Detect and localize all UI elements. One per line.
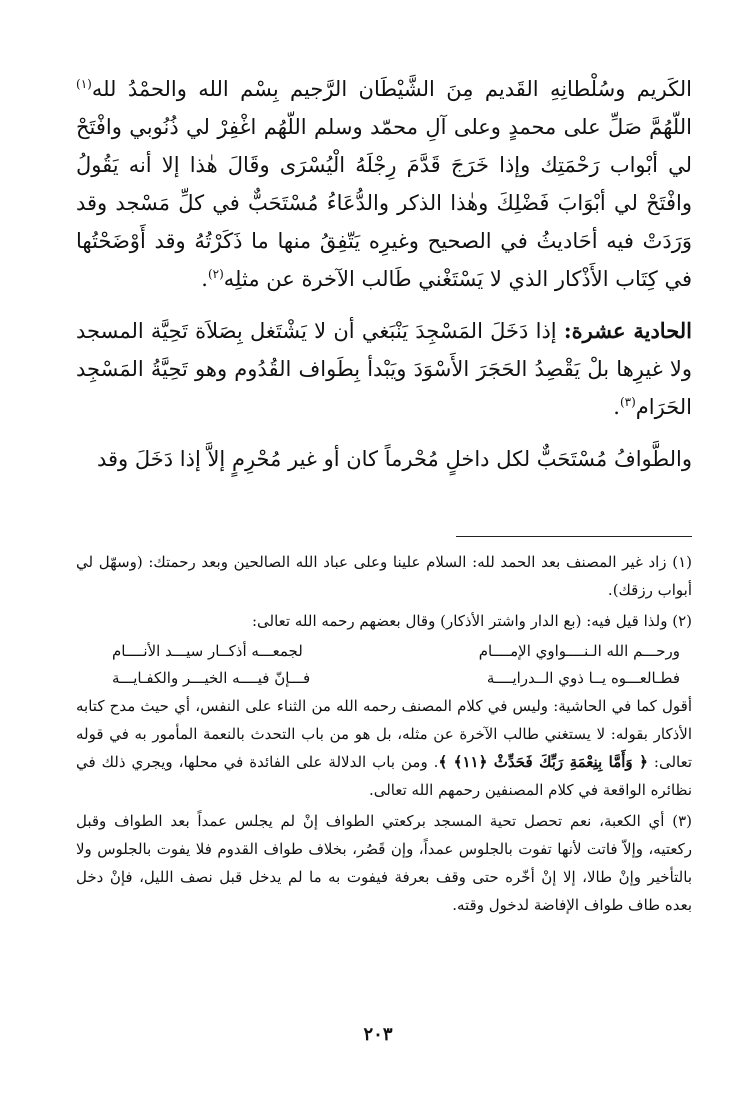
footnote-3: (٣) أي الكعبة، نعم تحصل تحية المسجد بركعتي الطواف إنْ لم يجلس عمداً بعد الطواف وقبل ركعتيه، وإلاّ فاتت لأنها تفوت بالجلوس عمداً، وإن قَصُر، بخلاف طواف القدوم فلا يفوت بالجلوس ولا بالتأخير وإنْ طالا، إلا إنْ أخّره حتى وقف بعرفة فيفوت به ما لم يدخل قبل نصف الليل، فإنْ دخل بعده طاف طواف الإفاضة لدخول وقته. xyxy=(76,812,692,914)
paragraph-3 xyxy=(76,440,692,478)
main-text xyxy=(76,70,692,488)
paragraph-1-cont: اللّهُمَّ صَلِّ على محمدٍ وعلى آلِ محمّد وسلم اللّهُم اغْفِرْ لي ذُنُوبي وافْتَحْ لي أبْواب رَحْمَتِك وإذا خَرَجَ قَدَّمَ رِجْلَهُ الْيُسْرَى وقَالَ هٰذا إلا أنه يَقُولُ وافْتَحْ لي أبْوَابَ فَضْلِكَ وهٰذا الذكر والدُّعَاءُ مُسْتَحَبٌّ في كلِّ مَسْجد وقد وَرَدَتْ فيه أحَاديثُ في الصحيح وغيرِه يَتّفِقُ منها ما ذَكَرْتُهُ وقد أَوْضَحْتُها في كِتَاب الأَذْكار الذي لا يَسْتَغْني طَالب الآخرة عن مثلِه xyxy=(76,115,692,291)
footnote-2-text-end: . ومن باب الدلالة على الفائدة في محلها، ويجري ذلك في نظائره الواقعة في كلام المصنفين رحمهم الله تعالى. xyxy=(76,753,692,799)
poem-line-1 xyxy=(76,638,692,665)
paragraph-2-end: . xyxy=(613,395,620,419)
footnotes xyxy=(76,548,692,922)
poem-hemistich: فـــإنّ فيــــه الخيـــر والكفـايـــة xyxy=(112,669,311,687)
page-number: ٢٠٣ xyxy=(363,1024,393,1045)
footnote-1: (١) زاد غير المصنف بعد الحمد لله: السلام علينا وعلى عباد الله الصالحين وبعد رحمتك: (وسهّل لي أبواب رزقك). xyxy=(76,553,692,599)
paragraph-2-text: إذا دَخَلَ المَسْجِدَ يَنْبَغي أن لا يَشْتَغل بِصَلاَة تَحِيَّة المسجد ولا غيرِها بلْ يَقْصِدُ الحَجَرَ الأَسْوَدَ ويَبْدأ بِطَواف القُدُوم وهو تَحِيَّةُ المَسْجِد الحَرَام xyxy=(76,319,692,419)
quran-verse: ﴿ وَأَمَّا بِنِعْمَةِ رَبِّكَ فَحَدِّثْ ﴿١١﴾ ﴾ xyxy=(438,753,648,771)
poem-line-2 xyxy=(76,665,692,692)
poem-hemistich: ورحـــم الله الـنــــواوي الإمــــام xyxy=(478,642,680,660)
poem-hemistich: لجمعـــه أذكــار سيـــد الأنــــام xyxy=(112,642,303,660)
poem-hemistich: فطـالعـــوه يــا ذوي الــدرايــــة xyxy=(486,669,680,687)
paragraph-3-text: والطَّوافُ مُسْتَحَبٌّ لكل داخلٍ مُحْرماً كان أو غير مُحْرِمٍ إلاَّ إذا دَخَلَ وقد xyxy=(96,447,692,471)
footnote-divider xyxy=(456,536,692,537)
footnote-2-continuation xyxy=(76,692,692,804)
paragraph-1-end: . xyxy=(201,267,208,291)
footnote-ref-1: (١) xyxy=(76,77,92,91)
footnote-ref-3: (٣) xyxy=(619,395,636,409)
footnote-ref-2: (٢) xyxy=(207,267,224,281)
footnote-2: (٢) ولذا قيل فيه: (بع الدار واشتر الأذكار) وقال بعضهم رحمه الله تعالى: xyxy=(251,612,692,630)
section-heading: الحادية عشرة: xyxy=(563,318,692,343)
paragraph-1 xyxy=(76,70,692,298)
paragraph-2 xyxy=(76,312,692,426)
paragraph-1-text: الكَريم وسُلْطانِهِ القَديم مِنَ الشَّيْطَان الرَّجيم بِسْم الله والحمْدُ لله xyxy=(91,77,692,101)
footnote-2-text: أقول كما في الحاشية: وليس في كلام المصنف رحمه الله من الثناء على النفس، أي حيث مدح كتابه الأذكار بقوله: لا يستغني طالب الآخرة عن مثله، بل هو من باب التحدث بالنعمة المأمور به في قوله تعالى: xyxy=(76,697,692,771)
